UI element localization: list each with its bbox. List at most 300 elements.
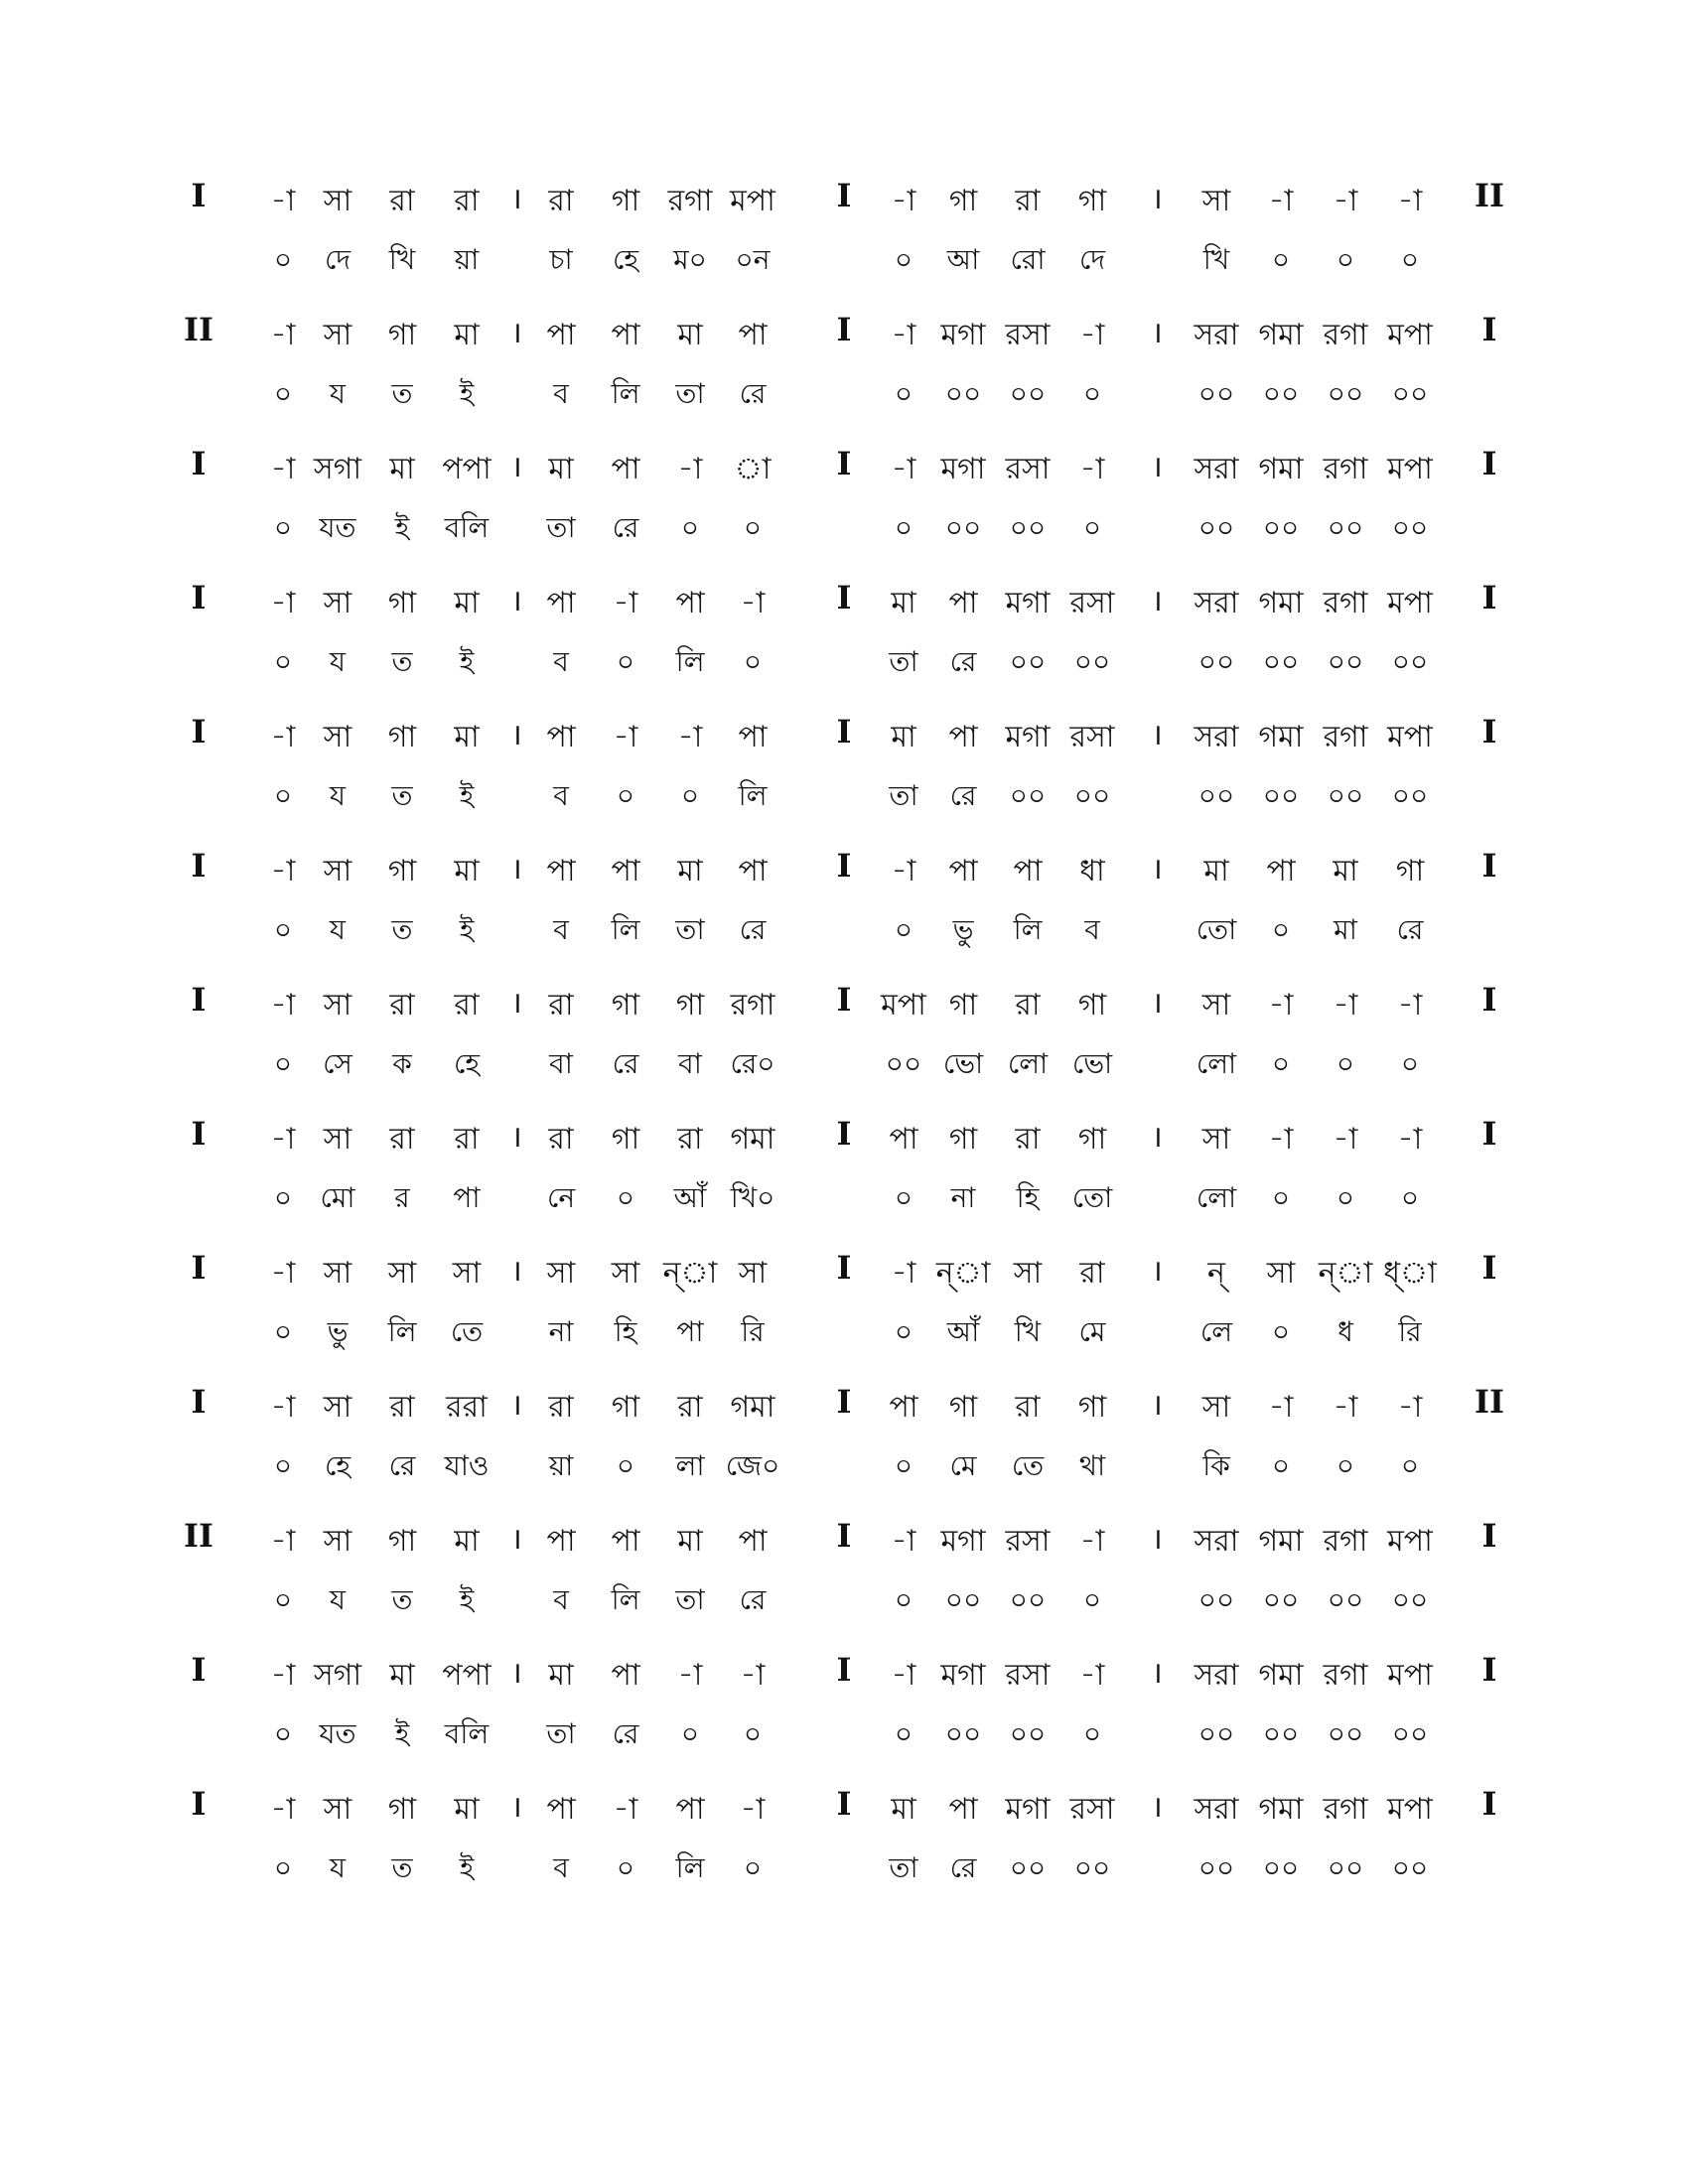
lyric-syllable: রে [739, 377, 767, 410]
lyric-syllable: ০০ [1391, 1583, 1429, 1616]
lyric-syllable: ০ [1336, 1047, 1355, 1080]
swara-note: রগা [1323, 1792, 1368, 1827]
swara-line [179, 1375, 1509, 1436]
swara-line [179, 705, 1509, 766]
lyric-syllable: রে [1396, 913, 1424, 946]
swara-note: মা [891, 720, 916, 754]
swara-note: রা [548, 184, 574, 218]
swara-note: -া [613, 586, 638, 620]
lyric-syllable: ০ [616, 779, 635, 812]
lyric-line [179, 1034, 1509, 1096]
swara-note: মগা [940, 1658, 986, 1693]
lyric-syllable: লা [675, 1449, 705, 1482]
lyric-syllable: ধ [1337, 1315, 1353, 1348]
swara-note: পা [948, 720, 978, 754]
lyric-syllable: হে [453, 1047, 481, 1080]
bar-line: I [836, 713, 852, 751]
swara-note: -া [891, 854, 916, 888]
swara-note: সরা [1194, 1792, 1239, 1827]
lyric-syllable: পা [676, 1315, 704, 1348]
lyric-syllable: ই [394, 511, 410, 544]
swara-note: -া [270, 1390, 296, 1425]
swara-note: পা [546, 1792, 576, 1827]
lyric-syllable: হি [1016, 1181, 1040, 1214]
beat-divider: । [510, 1656, 522, 1691]
notation-stanza [179, 973, 1509, 1107]
lyric-syllable: পা [453, 1181, 481, 1214]
swara-note: ন্ [1207, 1256, 1225, 1291]
swara-note: গা [387, 854, 417, 888]
swara-note: গমা [1258, 318, 1304, 352]
swara-note: সা [611, 1256, 640, 1291]
swara-note: গমা [1258, 1524, 1304, 1559]
lyric-syllable: রে [949, 779, 977, 812]
swara-note: রগা [1323, 318, 1368, 352]
notation-stanza [179, 1241, 1509, 1375]
swara-note: সরা [1194, 1658, 1239, 1693]
swara-note: রসা [1005, 1524, 1051, 1559]
lyric-syllable: রে [739, 1583, 767, 1616]
swara-note: গা [611, 988, 640, 1023]
beat-divider: । [1151, 450, 1163, 484]
bar-line: I [191, 1383, 207, 1421]
swara-note: -া [1079, 1658, 1105, 1693]
swara-note: রগা [667, 184, 713, 218]
swara-note: -া [1079, 452, 1105, 486]
bar-line: I [191, 1785, 207, 1823]
lyric-syllable: দে [1078, 243, 1106, 276]
swara-note: -া [270, 1256, 296, 1291]
notation-stanza [179, 169, 1509, 303]
lyric-syllable: লে [1199, 1315, 1233, 1348]
swara-line [179, 1509, 1509, 1570]
lyric-syllable: ০০ [1327, 377, 1364, 410]
lyric-syllable: হে [324, 1449, 352, 1482]
swara-note: পা [889, 1390, 918, 1425]
lyric-syllable: ০ [1400, 243, 1420, 276]
swara-note: -া [1268, 988, 1294, 1023]
swara-note: পা [611, 1658, 640, 1693]
lyric-syllable: ০০ [1262, 377, 1300, 410]
swara-note: ররা [446, 1390, 488, 1425]
swara-note: রসা [1069, 720, 1115, 754]
swara-note: গা [948, 1390, 978, 1425]
lyric-syllable: ০ [894, 1181, 914, 1214]
lyric-syllable: ০ [273, 1181, 293, 1214]
lyric-syllable: ০ [743, 1851, 763, 1884]
swara-note: মপা [1387, 1658, 1433, 1693]
lyric-syllable: যাও [444, 1449, 490, 1482]
lyric-syllable: ত [391, 377, 413, 410]
lyric-syllable: না [548, 1315, 574, 1348]
bar-line: I [1481, 713, 1497, 751]
beat-divider: । [510, 852, 522, 887]
swara-note: রসা [1005, 1658, 1051, 1693]
swara-note: -া [891, 318, 916, 352]
lyric-syllable: ০ [273, 511, 293, 544]
bar-line: I [836, 1651, 852, 1689]
swara-note: মা [548, 1658, 574, 1693]
swara-note: -া [270, 586, 296, 620]
swara-note: -া [1397, 1122, 1423, 1157]
bar-line: I [836, 1517, 852, 1555]
lyric-syllable: ০০ [1262, 1717, 1300, 1750]
lyric-syllable: ০ [1082, 511, 1102, 544]
beat-divider: । [510, 718, 522, 752]
lyric-syllable: ০০ [1262, 511, 1300, 544]
lyric-syllable: তা [889, 645, 918, 678]
lyric-syllable: ভু [952, 913, 974, 946]
swara-note: গা [948, 184, 978, 218]
lyric-syllable: ০ [743, 1717, 763, 1750]
lyric-syllable: ০ [273, 243, 293, 276]
notation-stanza [179, 839, 1509, 973]
swara-note: -া [270, 1792, 296, 1827]
swara-note: সগা [313, 1658, 362, 1693]
swara-note: মা [891, 1792, 916, 1827]
lyric-syllable: তা [675, 377, 705, 410]
lyric-syllable: ০০ [1073, 779, 1111, 812]
bar-line: I [836, 981, 852, 1019]
swara-note: রা [454, 1122, 480, 1157]
lyric-syllable: ০ [1271, 1047, 1291, 1080]
swara-line [179, 1777, 1509, 1839]
swara-note: রগা [1323, 586, 1368, 620]
swara-note: রা [454, 988, 480, 1023]
swara-note: -া [1397, 184, 1423, 218]
lyric-syllable: ০০ [1327, 779, 1364, 812]
bar-line: I [836, 1249, 852, 1287]
lyric-syllable: য [329, 1851, 347, 1884]
swara-line [179, 1241, 1509, 1302]
lyric-syllable: ০ [1400, 1449, 1420, 1482]
bar-line: I [191, 1249, 207, 1287]
swara-note: রা [548, 1122, 574, 1157]
swara-note: রা [548, 988, 574, 1023]
bar-line: II [1475, 1383, 1504, 1421]
swara-note: -া [270, 720, 296, 754]
bar-line: I [1481, 1249, 1497, 1287]
lyric-syllable: ভো [1071, 1047, 1113, 1080]
swara-note: গমা [1258, 586, 1304, 620]
lyric-syllable: ০০ [1262, 1583, 1300, 1616]
swara-line [179, 1643, 1509, 1705]
swara-note: রা [677, 1122, 703, 1157]
swara-note: -া [1397, 988, 1423, 1023]
swara-note: মা [454, 720, 480, 754]
lyric-syllable: খি [388, 243, 416, 276]
bar-line: I [836, 445, 852, 482]
swara-note: মা [454, 318, 480, 352]
lyric-syllable: ০ [894, 377, 914, 410]
swara-note: সা [1201, 1390, 1231, 1425]
lyric-line [179, 498, 1509, 560]
lyric-syllable: ই [459, 1583, 475, 1616]
lyric-line [179, 1302, 1509, 1364]
lyric-syllable: য [329, 1583, 347, 1616]
beat-divider: । [1151, 1656, 1163, 1691]
swara-note: রা [1015, 988, 1041, 1023]
swara-note: পপা [442, 452, 492, 486]
swara-note: -া [613, 720, 638, 754]
bar-line: I [1481, 311, 1497, 348]
swara-note: সা [323, 854, 352, 888]
bar-line: I [1481, 981, 1497, 1019]
swara-note: -া [1333, 184, 1358, 218]
lyric-syllable: লি [738, 779, 768, 812]
lyric-syllable: তা [889, 1851, 918, 1884]
lyric-syllable: ০০ [1327, 1851, 1364, 1884]
swara-note: -া [677, 1658, 703, 1693]
bar-line: I [1481, 1785, 1497, 1823]
bar-line: I [1481, 1517, 1497, 1555]
swara-note: গমা [1258, 1792, 1304, 1827]
swara-note: -া [1268, 1390, 1294, 1425]
swara-note: রা [389, 1390, 415, 1425]
swara-note: গা [675, 988, 705, 1023]
swara-note: পা [546, 854, 576, 888]
swara-note: -া [1333, 1122, 1358, 1157]
lyric-syllable: ০ [894, 1583, 914, 1616]
lyric-syllable: লি [611, 913, 640, 946]
lyric-syllable: ই [459, 1851, 475, 1884]
notation-stanza [179, 1777, 1509, 1911]
swara-note: রগা [1323, 720, 1368, 754]
lyric-syllable: য়া [454, 243, 480, 276]
lyric-syllable: ০ [894, 1315, 914, 1348]
lyric-syllable: ০০ [1327, 1583, 1364, 1616]
swara-note: রগা [1323, 452, 1368, 486]
bar-line: I [836, 847, 852, 885]
swara-note: সা [323, 1122, 352, 1157]
swara-note: রা [1015, 1390, 1041, 1425]
swara-note: মগা [1005, 586, 1051, 620]
bar-line: II [184, 1517, 213, 1555]
swara-note: রগা [1323, 1658, 1368, 1693]
swara-note: মপা [730, 184, 775, 218]
bar-line: I [191, 847, 207, 885]
swara-note: গা [1077, 184, 1107, 218]
lyric-syllable: ০ [1271, 1449, 1291, 1482]
swara-note: -া [270, 318, 296, 352]
swara-note: রা [389, 184, 415, 218]
swara-note: সা [323, 586, 352, 620]
lyric-syllable: লি [611, 377, 640, 410]
bar-line: I [836, 311, 852, 348]
lyric-syllable: লি [611, 1583, 640, 1616]
lyric-line [179, 364, 1509, 426]
swara-note: সরা [1194, 452, 1239, 486]
lyric-syllable: ই [459, 645, 475, 678]
lyric-syllable: তো [1196, 913, 1237, 946]
swara-note: গমা [1258, 1658, 1304, 1693]
lyric-line [179, 766, 1509, 828]
lyric-syllable: ০ [680, 1717, 700, 1750]
lyric-syllable: ০০ [1262, 779, 1300, 812]
swara-note: মপা [1387, 452, 1433, 486]
swara-note: পা [611, 854, 640, 888]
lyric-syllable: য [329, 645, 347, 678]
swara-note: মগা [1005, 720, 1051, 754]
swara-note: ধা [1079, 854, 1105, 888]
lyric-syllable: দে [324, 243, 352, 276]
lyric-syllable: রি [1398, 1315, 1422, 1348]
lyric-syllable: ব [553, 1583, 569, 1616]
swara-note: -া [1333, 1390, 1358, 1425]
lyric-syllable: মে [949, 1449, 977, 1482]
swara-note: মা [454, 1792, 480, 1827]
lyric-syllable: ০ [273, 913, 293, 946]
swara-note: মপা [881, 988, 926, 1023]
lyric-syllable: ০ [616, 1851, 635, 1884]
swara-note: ন্া [662, 1256, 718, 1291]
lyric-syllable: ০ [743, 511, 763, 544]
lyric-line [179, 632, 1509, 694]
lyric-syllable: ০ [1271, 1181, 1291, 1214]
swara-note: গা [611, 184, 640, 218]
lyric-syllable: রে০ [730, 1047, 775, 1080]
lyric-syllable: ০ [894, 1449, 914, 1482]
swara-note: সরা [1194, 586, 1239, 620]
lyric-syllable: ০ [1082, 1717, 1102, 1750]
lyric-syllable: ০ [743, 645, 763, 678]
swara-note: সা [323, 1256, 352, 1291]
lyric-syllable: জে০ [725, 1449, 780, 1482]
swara-note: পা [738, 1524, 768, 1559]
swara-note: পা [948, 1792, 978, 1827]
swara-note: পা [546, 586, 576, 620]
lyric-syllable: ০ [273, 779, 293, 812]
beat-divider: । [1151, 1388, 1163, 1423]
lyric-syllable: ০০ [1391, 1851, 1429, 1884]
lyric-syllable: রে [388, 1449, 416, 1482]
beat-divider: । [1151, 718, 1163, 752]
lyric-syllable: ০০ [1391, 779, 1429, 812]
swara-note: সা [738, 1256, 768, 1291]
lyric-syllable: ব [553, 913, 569, 946]
lyric-line [179, 1570, 1509, 1632]
swara-note: পা [546, 318, 576, 352]
swara-note: পা [611, 1524, 640, 1559]
lyric-syllable: না [950, 1181, 976, 1214]
swara-note: -া [891, 184, 916, 218]
swara-note: মপা [1387, 720, 1433, 754]
lyric-syllable: ০ [894, 511, 914, 544]
swara-note: মপা [1387, 586, 1433, 620]
swara-note: পপা [442, 1658, 492, 1693]
swara-note: -া [891, 1524, 916, 1559]
swara-note: রা [1015, 184, 1041, 218]
swara-note: -া [270, 988, 296, 1023]
swara-note: রা [548, 1390, 574, 1425]
swara-note: ন্া [935, 1256, 991, 1291]
swara-line [179, 1107, 1509, 1168]
lyric-syllable: ০০ [1073, 645, 1111, 678]
swara-note: সা [323, 1792, 352, 1827]
lyric-syllable: তা [889, 779, 918, 812]
beat-divider: । [1151, 1790, 1163, 1825]
notation-stanza [179, 303, 1509, 437]
swara-note: পা [889, 1122, 918, 1157]
lyric-syllable: তে [1011, 1449, 1045, 1482]
swara-note: রা [1015, 1122, 1041, 1157]
lyric-syllable: তে [450, 1315, 484, 1348]
bar-line: I [836, 579, 852, 616]
swara-note: -া [677, 720, 703, 754]
swara-note: পা [546, 1524, 576, 1559]
lyric-syllable: ত [391, 779, 413, 812]
swara-note: গমা [730, 1122, 775, 1157]
swara-note: সা [1013, 1256, 1043, 1291]
lyric-syllable: ০০ [1391, 377, 1429, 410]
lyric-line [179, 900, 1509, 962]
lyric-syllable: লো [1196, 1181, 1237, 1214]
swara-note: মগা [940, 318, 986, 352]
swara-note: সা [546, 1256, 576, 1291]
lyric-syllable: ০০ [944, 511, 982, 544]
swara-line [179, 973, 1509, 1034]
bar-line: I [191, 1115, 207, 1153]
lyric-syllable: ০ [616, 645, 635, 678]
swara-note: পা [738, 318, 768, 352]
swara-note: সরা [1194, 720, 1239, 754]
lyric-syllable: চা [549, 243, 573, 276]
swara-note: সা [323, 1524, 352, 1559]
lyric-syllable: ০ [616, 1181, 635, 1214]
beat-divider: । [1151, 182, 1163, 216]
lyric-syllable: মো [320, 1181, 355, 1214]
swara-note: গা [611, 1122, 640, 1157]
lyric-syllable: ই [459, 913, 475, 946]
swara-note: -া [270, 184, 296, 218]
lyric-syllable: হে [612, 243, 639, 276]
lyric-syllable: ০ [273, 1315, 293, 1348]
lyric-syllable: খি০ [730, 1181, 775, 1214]
swara-note: মা [454, 854, 480, 888]
lyric-syllable: আঁ [673, 1181, 707, 1214]
lyric-syllable: ০ [273, 1449, 293, 1482]
lyric-syllable: ০০ [944, 1717, 982, 1750]
swara-note: -া [740, 586, 766, 620]
swara-note: -া [1268, 1122, 1294, 1157]
lyric-syllable: ই [459, 377, 475, 410]
bar-line: I [191, 445, 207, 482]
lyric-syllable: লো [1196, 1047, 1237, 1080]
swara-note: গমা [730, 1390, 775, 1425]
lyric-syllable: ০ [273, 1717, 293, 1750]
lyric-syllable: ব [553, 377, 569, 410]
lyric-syllable: ০ [273, 1583, 293, 1616]
swara-note: া [734, 452, 772, 486]
swara-note: গা [948, 1122, 978, 1157]
swara-note: সা [323, 1390, 352, 1425]
lyric-syllable: ০০ [1391, 645, 1429, 678]
lyric-syllable: তা [546, 511, 576, 544]
swara-note: -া [740, 1658, 766, 1693]
swara-note: রা [389, 1122, 415, 1157]
lyric-syllable: ০ [1271, 243, 1291, 276]
lyric-syllable: ০ [1336, 243, 1355, 276]
swara-note: গা [611, 1390, 640, 1425]
swara-note: মা [1333, 854, 1358, 888]
swara-note: মপা [1387, 1524, 1433, 1559]
swara-note: মগা [940, 1524, 986, 1559]
notation-stanza [179, 571, 1509, 705]
swara-note: সা [452, 1256, 482, 1291]
beat-divider: । [510, 1790, 522, 1825]
lyric-syllable: বা [678, 1047, 702, 1080]
beat-divider: । [1151, 1120, 1163, 1155]
